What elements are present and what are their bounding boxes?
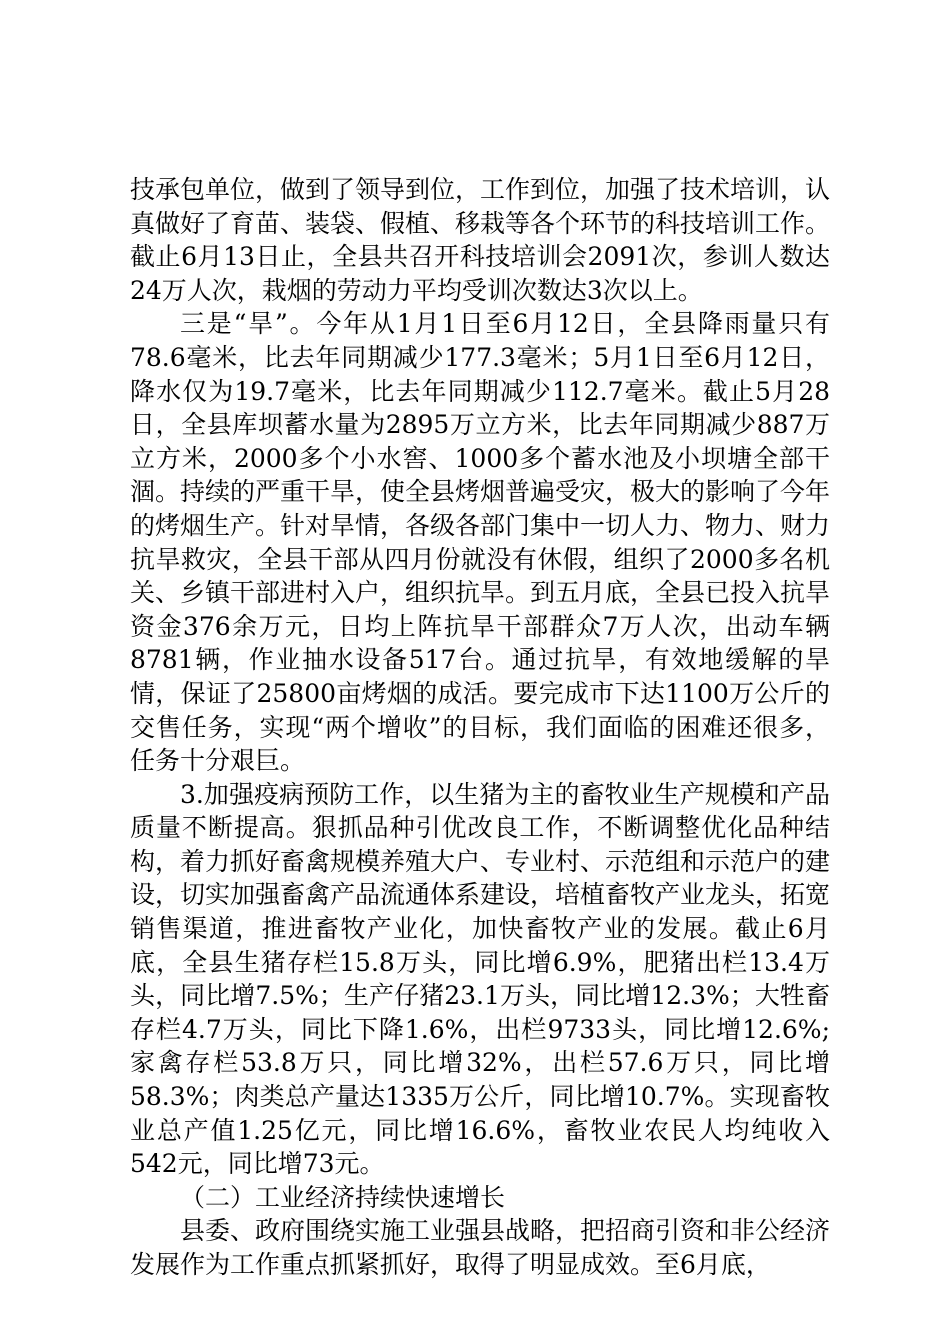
paragraph-livestock: 3.加强疫病预防工作，以生猪为主的畜牧业生产规模和产品质量不断提高。狠抓品种引优改良工作，不断调整优化品种结构，着力抓好畜禽规模养殖大户、专业村、示范组和示范户的建设，切实加强畜禽产品流通体系建设，培植畜牧产业龙头，拓宽销售渠道，推进畜牧产业化，加快畜牧产业的发展。截止6月底，全县生猪存栏15.8万头，同比增6.9%，肥猪出栏13.4万头，同比增7.5%；生产仔猪23.1万头，同比增12.3%；大牲畜存栏4.7万头，同比下降1.6%，出栏9733头，同比增12.6%;家禽存栏53.8万只，同比增32%，出栏57.6万只，同比增58.3%；肉类总产量达1335万公斤，同比增10.7%。实现畜牧业总产值1.25亿元，同比增16.6%，畜牧业农民人均纯收入542元，同比增73元。 xyxy=(130,779,831,1179)
paragraph-industry-intro: 县委、政府围绕实施工业强县战略，把招商引资和非公经济发展作为工作重点抓紧抓好，取得了明显成效。至6月底， xyxy=(130,1216,831,1279)
section-heading-industry: （二）工业经济持续快速增长 xyxy=(180,1182,506,1212)
paragraph-training-summary: 技承包单位，做到了领导到位，工作到位，加强了技术培训，认真做好了育苗、装袋、假植、移栽等各个环节的科技培训工作。截止6月13日止，全县共召开科技培训会2091次，参训人数达24万人次，栽烟的劳动力平均受训次数达3次以上。 xyxy=(130,175,831,305)
paragraph-drought: 三是“旱”。今年从1月1日至6月12日，全县降雨量只有78.6毫米，比去年同期减少177.3毫米；5月1日至6月12日，降水仅为19.7毫米，比去年同期减少112.7毫米。截止5月28日，全县库坝蓄水量为2895万立方米，比去年同期减少887万立方米，2000多个小水窖、1000多个蓄水池及小坝塘全部干涸。持续的严重干旱，使全县烤烟普遍受灾，极大的影响了今年的烤烟生产。针对旱情，各级各部门集中一切人力、物力、财力抗旱救灾，全县干部从四月份就没有休假，组织了2000多名机关、乡镇干部进村入户，组织抗旱。到五月底，全县已投入抗旱资金376余万元，日均上阵抗旱干部群众7万人次，出动车辆8781辆，作业抽水设备517台。通过抗旱，有效地缓解的旱情，保证了25800亩烤烟的成活。要完成市下达1100万公斤的交售任务，实现“两个增收”的目标，我们面临的困难还很多，任务十分艰巨。 xyxy=(130,309,831,776)
document-body xyxy=(130,173,830,1282)
